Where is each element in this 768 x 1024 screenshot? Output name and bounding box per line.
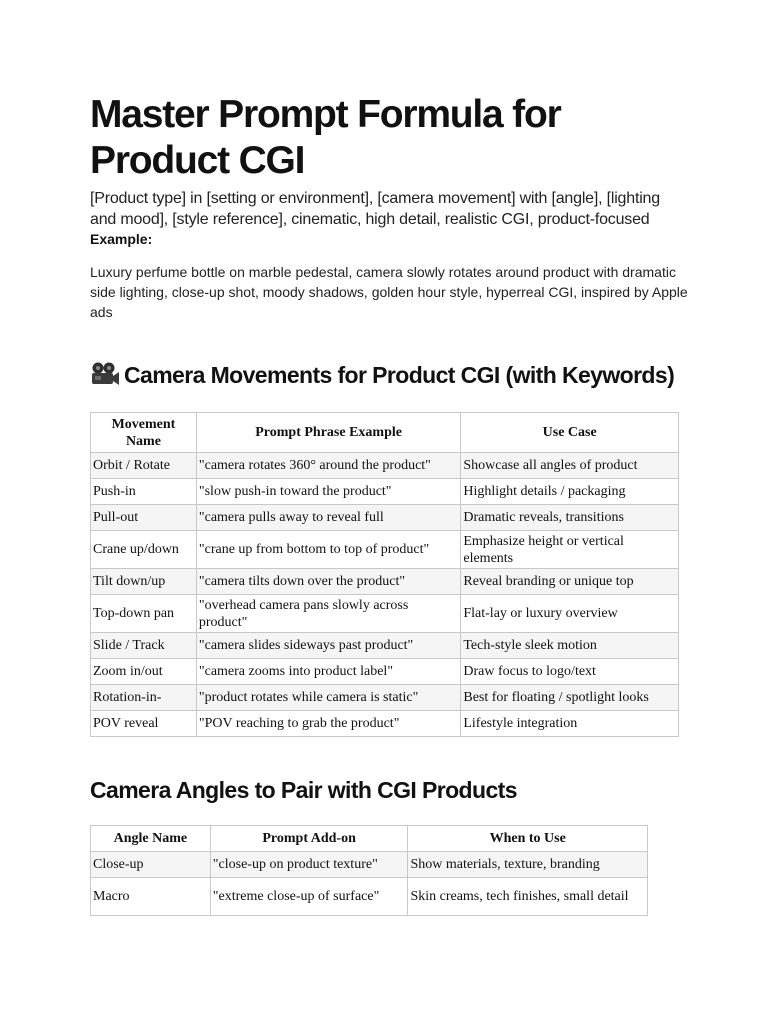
table-cell: Zoom in/out — [91, 659, 197, 685]
table-cell: Highlight details / packaging — [461, 479, 679, 505]
table-cell: "slow push-in toward the product" — [196, 479, 460, 505]
table-cell: "camera tilts down over the product" — [196, 569, 460, 595]
column-header: When to Use — [408, 826, 648, 852]
table-cell: "extreme close-up of surface" — [210, 878, 408, 916]
table-cell: "camera slides sideways past product" — [196, 633, 460, 659]
table-row — [91, 569, 679, 595]
table-cell: "camera pulls away to reveal full — [196, 505, 460, 531]
page-title: Master Prompt Formula for Product CGI — [90, 93, 561, 182]
table-row — [91, 505, 679, 531]
table-cell: "close-up on product texture" — [210, 852, 408, 878]
table-cell: POV reveal — [91, 711, 197, 737]
table-cell: Tech-style sleek motion — [461, 633, 679, 659]
table-cell: Showcase all angles of product — [461, 453, 679, 479]
column-header: Angle Name — [91, 826, 211, 852]
column-header: Movement Name — [91, 413, 197, 453]
table-cell: "crane up from bottom to top of product" — [196, 531, 460, 569]
table-cell: Push-in — [91, 479, 197, 505]
table-cell: Slide / Track — [91, 633, 197, 659]
table-header-row — [91, 413, 679, 453]
table-row — [91, 595, 679, 633]
table-cell: "product rotates while camera is static" — [196, 685, 460, 711]
column-header: Prompt Phrase Example — [196, 413, 460, 453]
table-cell: Crane up/down — [91, 531, 197, 569]
table-cell: "camera zooms into product label" — [196, 659, 460, 685]
table-cell: Rotation-in- — [91, 685, 197, 711]
table-row — [91, 479, 679, 505]
table-row — [91, 659, 679, 685]
prompt-formula-text: [Product type] in [setting or environment], [camera movement] with [angle], [lighting and mood], [style reference], cinematic, high detail, realistic CGI, product-focused — [90, 190, 660, 228]
table-cell: Draw focus to logo/text — [461, 659, 679, 685]
table-row — [91, 633, 679, 659]
table-cell: "camera rotates 360° around the product" — [196, 453, 460, 479]
table-row — [91, 685, 679, 711]
document-page — [90, 92, 690, 322]
table-cell: Pull-out — [91, 505, 197, 531]
column-header: Use Case — [461, 413, 679, 453]
table-cell: Best for floating / spotlight looks — [461, 685, 679, 711]
table-cell: "POV reaching to grab the product" — [196, 711, 460, 737]
table-cell: Reveal branding or unique top — [461, 569, 679, 595]
table-row — [91, 878, 648, 916]
camera-movements-heading — [90, 361, 674, 389]
camera-angles-heading: Camera Angles to Pair with CGI Products — [90, 777, 517, 803]
column-header: Prompt Add-on — [210, 826, 408, 852]
table-cell: Tilt down/up — [91, 569, 197, 595]
table-cell: Orbit / Rotate — [91, 453, 197, 479]
table-cell: Skin creams, tech finishes, small detail — [408, 878, 648, 916]
table-cell: Top-down pan — [91, 595, 197, 633]
table-cell: Emphasize height or vertical elements — [461, 531, 679, 569]
movie-camera-icon — [90, 361, 120, 389]
table-header-row — [91, 826, 648, 852]
table-cell: "overhead camera pans slowly across product" — [196, 595, 460, 633]
table-row — [91, 453, 679, 479]
camera-angles-table — [90, 825, 648, 916]
table-cell: Flat-lay or luxury overview — [461, 595, 679, 633]
table-cell: Dramatic reveals, transitions — [461, 505, 679, 531]
table-cell: Lifestyle integration — [461, 711, 679, 737]
table-row — [91, 711, 679, 737]
example-label: Example: — [90, 231, 153, 247]
table-cell: Macro — [91, 878, 211, 916]
example-text: Luxury perfume bottle on marble pedestal, camera slowly rotates around product with dramatic side lighting, close-up shot, moody shadows, golden hour style, hyperreal CGI, inspired by Apple ads — [90, 264, 688, 320]
table-cell: Close-up — [91, 852, 211, 878]
table-row — [91, 852, 648, 878]
table-cell: Show materials, texture, branding — [408, 852, 648, 878]
table-row — [91, 531, 679, 569]
camera-movements-table — [90, 412, 679, 737]
camera-movements-heading-text: Camera Movements for Product CGI (with Keywords) — [124, 362, 675, 388]
